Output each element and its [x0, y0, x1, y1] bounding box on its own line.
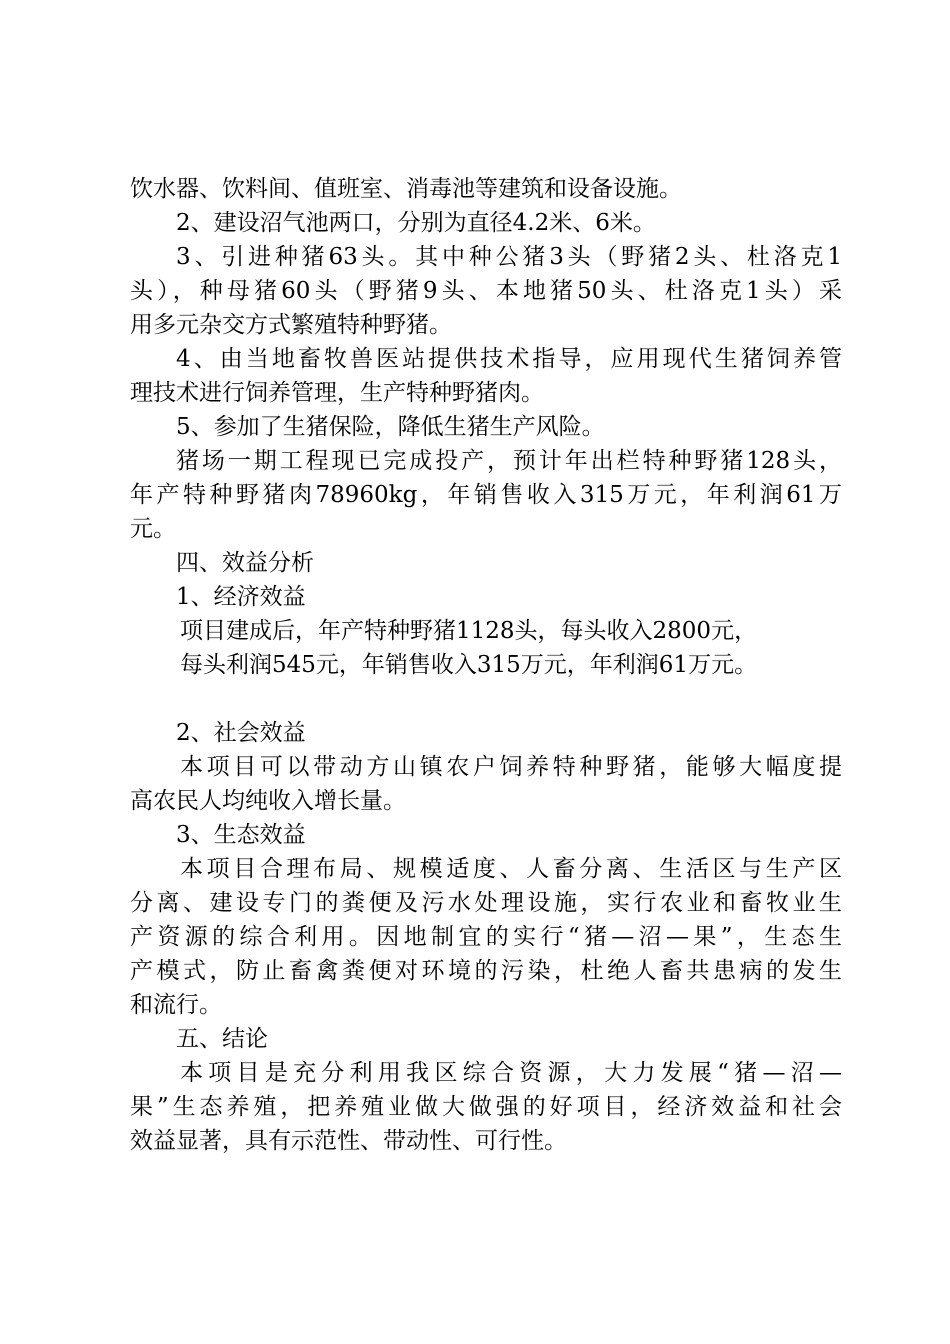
section-heading: 五、结论: [176, 1026, 268, 1052]
subsection-heading: 3、生态效益: [176, 822, 306, 848]
text-line: 分离、建设专门的粪便及污水处理设施，实行农业和畜牧业生: [130, 890, 842, 916]
subsection-heading: 1、经济效益: [176, 584, 306, 610]
document-page: [130, 172, 842, 1158]
text-line: 理技术进行饲养管理，生产特种野猪肉。: [130, 380, 544, 406]
text-line: 项目建成后，年产特种野猪1128头，每头收入2800元，: [180, 618, 758, 644]
text-line: 5、参加了生猪保险，降低生猪生产风险。: [176, 414, 605, 440]
text-line: 4、由当地畜牧兽医站提供技术指导，应用现代生猪饲养管: [176, 346, 842, 372]
subsection-heading: 2、社会效益: [176, 720, 306, 746]
text-line: 用多元杂交方式繁殖特种野猪。: [130, 312, 452, 338]
text-line: 效益显著，具有示范性、带动性、可行性。: [130, 1128, 567, 1154]
text-line: 3、引进种猪63头。其中种公猪3头（野猪2头、杜洛克1: [176, 244, 842, 270]
text-line: 产资源的综合利用。因地制宜的实行“猪—沼—果”，生态生: [130, 924, 842, 950]
text-line: 元。: [130, 516, 176, 542]
text-line: 果”生态养殖，把养殖业做大做强的好项目，经济效益和社会: [130, 1094, 842, 1120]
text-line: 年产特种野猪肉78960kg，年销售收入315万元，年利润61万: [130, 482, 842, 508]
text-line: 本项目合理布局、规模适度、人畜分离、生活区与生产区: [180, 856, 842, 882]
text-line: 本项目可以带动方山镇农户饲养特种野猪，能够大幅度提: [180, 754, 842, 780]
text-line: 头），种母猪60头（野猪9头、本地猪50头、杜洛克1头）采: [130, 278, 842, 304]
text-line: 2、建设沼气池两口，分别为直径4.2米、6米。: [176, 210, 656, 236]
blank-line: [130, 682, 842, 716]
section-heading: 四、效益分析: [176, 550, 314, 576]
text-line: 每头利润545元，年销售收入315万元，年利润61万元。: [180, 652, 758, 678]
text-line: 猪场一期工程现已完成投产，预计年出栏特种野猪128头，: [176, 448, 842, 474]
text-line: 和流行。: [130, 992, 222, 1018]
text-line: 产模式，防止畜禽粪便对环境的污染，杜绝人畜共患病的发生: [130, 958, 842, 984]
text-line: 饮水器、饮料间、值班室、消毒池等建筑和设备设施。: [130, 176, 682, 202]
text-line: 高农民人均纯收入增长量。: [130, 788, 406, 814]
text-line: 本项目是充分利用我区综合资源，大力发展“猪—沼—: [180, 1060, 842, 1086]
